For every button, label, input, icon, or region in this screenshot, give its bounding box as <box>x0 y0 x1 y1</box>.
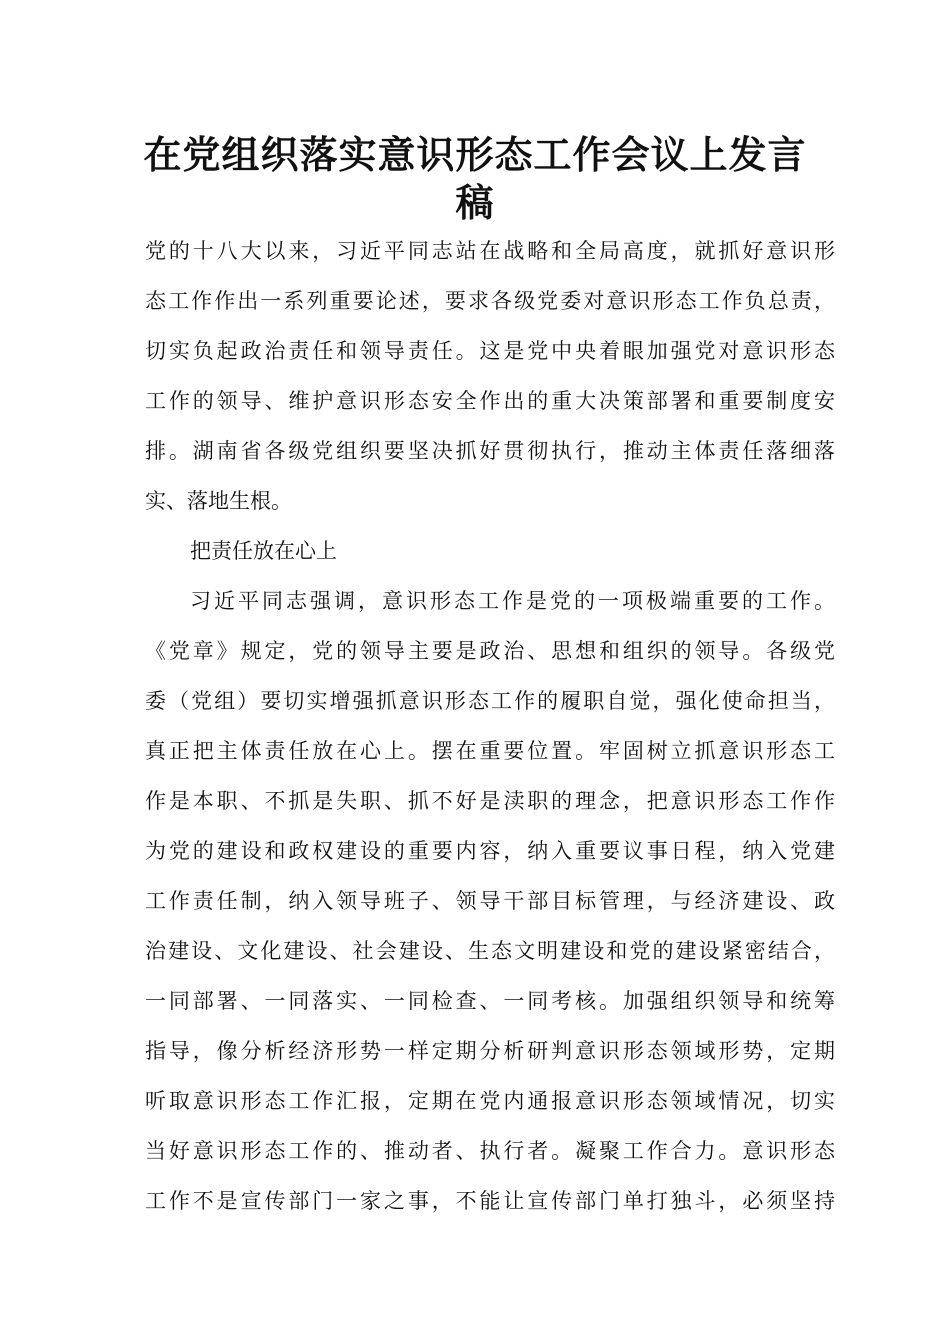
paragraph-line: 听取意识形态工作汇报，定期在党内通报意识形态领域情况，切实 <box>145 1089 835 1113</box>
section-heading: 把责任放在心上 <box>190 539 337 563</box>
document-title-line-1: 在党组织落实意识形态工作会议上发言 <box>143 133 807 177</box>
paragraph-line: 指导，像分析经济形势一样定期分析研判意识形态领域形势，定期 <box>145 1039 835 1063</box>
paragraph-line: 作是本职、不抓是失职、抓不好是渎职的理念，把意识形态工作作 <box>145 789 835 813</box>
paragraph-line: 党的十八大以来，习近平同志站在战略和全局高度，就抓好意识形 <box>145 239 835 263</box>
paragraph-line: 《党章》规定，党的领导主要是政治、思想和组织的领导。各级党 <box>145 639 835 663</box>
paragraph-line: 习近平同志强调，意识形态工作是党的一项极端重要的工作。 <box>190 589 835 613</box>
paragraph-line: 实、落地生根。 <box>145 489 292 513</box>
paragraph-line: 真正把主体责任放在心上。摆在重要位置。牢固树立抓意识形态工 <box>145 739 835 763</box>
paragraph-line: 为党的建设和政权建设的重要内容，纳入重要议事日程，纳入党建 <box>145 839 835 863</box>
paragraph-line: 一同部署、一同落实、一同检查、一同考核。加强组织领导和统筹 <box>145 989 835 1013</box>
paragraph-line: 工作责任制，纳入领导班子、领导干部目标管理，与经济建设、政 <box>145 889 835 913</box>
paragraph-line: 切实负起政治责任和领导责任。这是党中央着眼加强党对意识形态 <box>145 339 835 363</box>
paragraph-line: 治建设、文化建设、社会建设、生态文明建设和党的建设紧密结合， <box>145 939 835 963</box>
paragraph-line: 工作不是宣传部门一家之事，不能让宣传部门单打独斗，必须坚持 <box>145 1189 835 1213</box>
paragraph-line: 态工作作出一系列重要论述，要求各级党委对意识形态工作负总责， <box>145 289 835 313</box>
paragraph-line: 工作的领导、维护意识形态安全作出的重大决策部署和重要制度安 <box>145 389 835 413</box>
paragraph-line: 当好意识形态工作的、推动者、执行者。凝聚工作合力。意识形态 <box>145 1139 835 1163</box>
paragraph-line: 排。湖南省各级党组织要坚决抓好贯彻执行，推动主体责任落细落 <box>145 439 835 463</box>
paragraph-line: 委（党组）要切实增强抓意识形态工作的履职自觉，强化使命担当， <box>145 689 835 713</box>
document-title-line-2: 稿 <box>455 181 495 225</box>
